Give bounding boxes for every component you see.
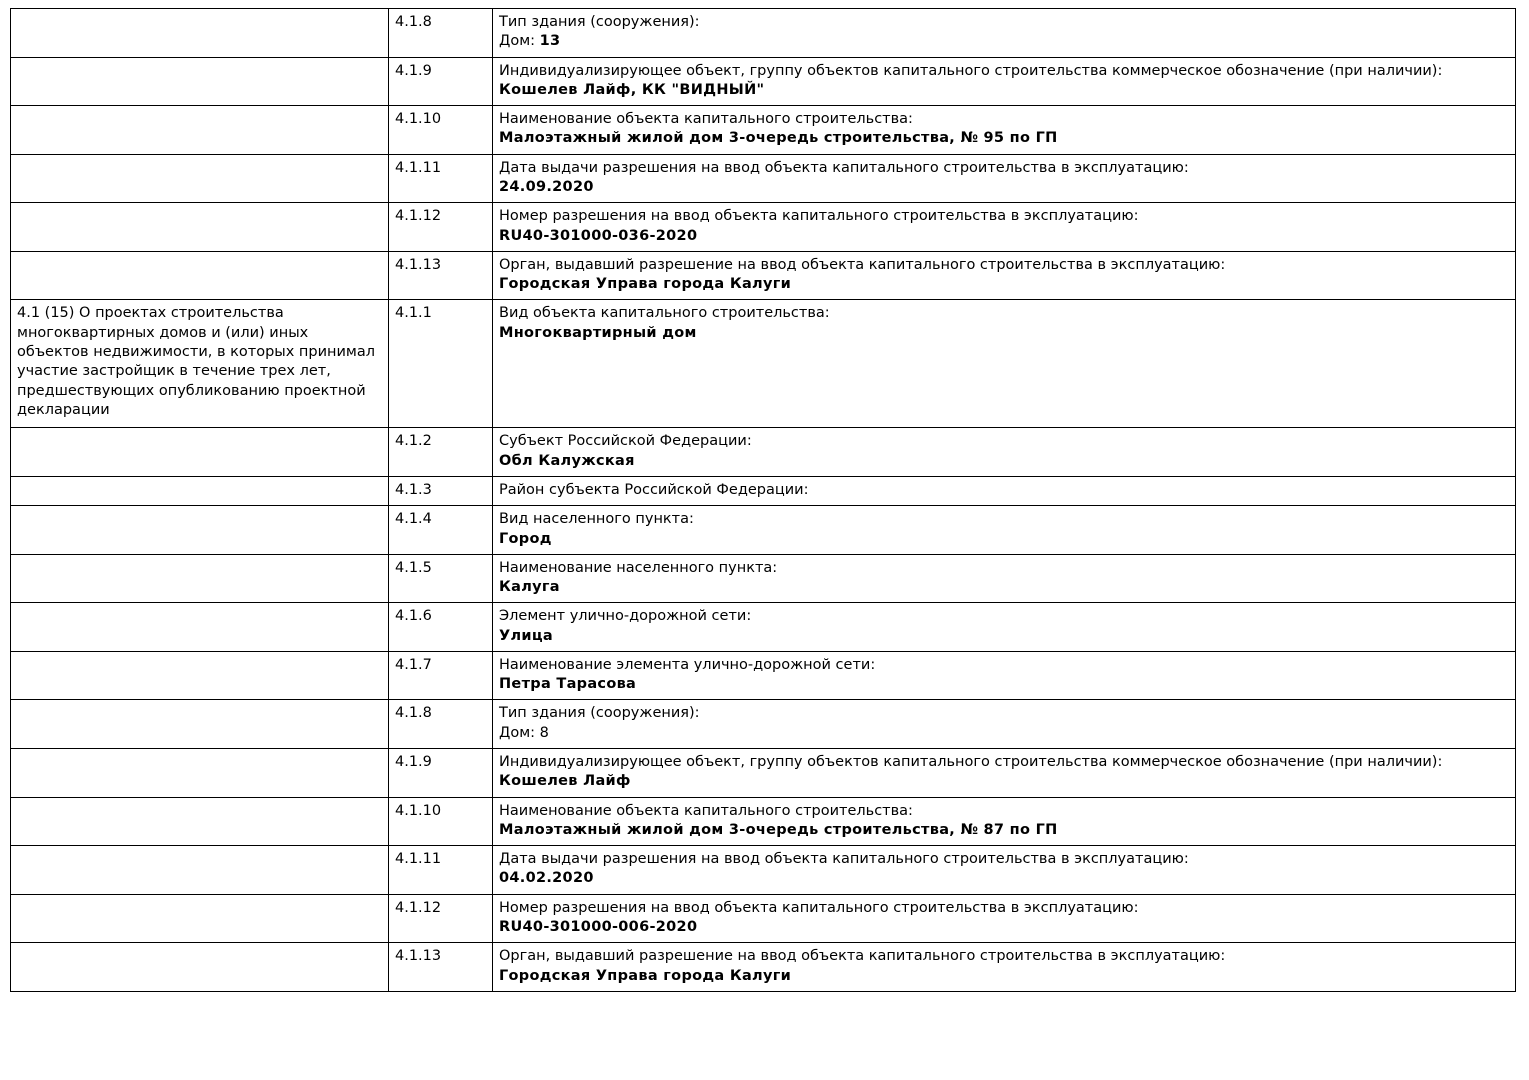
section-cell [11,9,389,58]
table-row [11,57,1516,106]
row-value [493,894,1516,943]
field-value: 24.09.2020 [499,178,594,195]
field-value: Обл Калужская [499,452,635,469]
table-row [11,700,1516,749]
table-row [11,749,1516,798]
table-row [11,203,1516,252]
field-label: Дата выдачи разрешения на ввод объекта капитального строительства в эксплуатацию: [499,159,1189,176]
row-value [493,203,1516,252]
row-value [493,428,1516,477]
row-value [493,603,1516,652]
field-label: Наименование объекта капитального строительства: [499,111,913,128]
field-value-prefix: Дом: [499,724,536,741]
row-number: 4.1.3 [389,476,493,505]
field-label: Орган, выдавший разрешение на ввод объекта капитального строительства в эксплуатацию: [499,948,1226,965]
field-value: RU40-301000-006-2020 [499,919,698,935]
field-label: Номер разрешения на ввод объекта капитального строительства в эксплуатацию: [499,208,1139,225]
section-cell [11,603,389,652]
section-cell [11,506,389,555]
field-label: Номер разрешения на ввод объекта капитального строительства в эксплуатацию: [499,899,1139,916]
table-row [11,9,1516,58]
field-label: Индивидуализирующее объект, группу объектов капитального строительства коммерческое обозначение (при наличии): [499,754,1443,771]
row-value [493,797,1516,846]
field-value: Кошелев Лайф, КК "ВИДНЫЙ" [499,81,765,98]
row-number: 4.1.5 [389,554,493,603]
row-number: 4.1.13 [389,943,493,992]
row-number: 4.1.10 [389,106,493,155]
table-row-section [11,300,1516,428]
table-row [11,428,1516,477]
field-value: Калуга [499,579,560,596]
table-row [11,943,1516,992]
row-number: 4.1.6 [389,603,493,652]
section-cell [11,57,389,106]
row-value [493,651,1516,700]
table-row [11,476,1516,505]
field-label: Элемент улично-дорожной сети: [499,608,752,625]
field-label: Субъект Российской Федерации: [499,433,752,450]
field-value: Городская Управа города Калуги [499,967,792,984]
declaration-table [10,8,1516,992]
table-row [11,106,1516,155]
row-number: 4.1.7 [389,651,493,700]
section-cell [11,106,389,155]
row-number: 4.1.12 [389,203,493,252]
section-cell [11,846,389,895]
field-value-line [499,724,1509,743]
row-number: 4.1.12 [389,894,493,943]
table-row [11,797,1516,846]
table-row [11,894,1516,943]
field-value: Малоэтажный жилой дом 3-очередь строительства, № 87 по ГП [499,821,1058,838]
row-value [493,846,1516,895]
row-value [493,943,1516,992]
field-label: Район субъекта Российской Федерации: [499,481,809,498]
row-value [493,57,1516,106]
field-value: Город [499,530,552,547]
section-title: 4.1 (15) О проектах строительства многоквартирных домов и (или) иных объектов недвижимости, в которых принимал участие застройщик в течение трех лет, предшествующих опубликованию проектной декларации [11,300,389,428]
row-number: 4.1.4 [389,506,493,555]
table-row [11,506,1516,555]
field-value: Городская Управа города Калуги [499,276,792,293]
row-value [493,554,1516,603]
section-cell [11,700,389,749]
row-value [493,506,1516,555]
row-number: 4.1.8 [389,9,493,58]
table-row [11,251,1516,300]
row-number: 4.1.11 [389,154,493,203]
field-label: Тип здания (сооружения): [499,14,700,30]
row-value [493,106,1516,155]
table-row [11,651,1516,700]
row-value [493,154,1516,203]
field-label: Тип здания (сооружения): [499,705,700,722]
field-value: Кошелев Лайф [499,773,631,790]
section-cell [11,651,389,700]
section-cell [11,251,389,300]
field-label: Вид объекта капитального строительства: [499,305,830,322]
section-cell [11,476,389,505]
table-row [11,554,1516,603]
field-value: RU40-301000-036-2020 [499,227,698,244]
field-value: 8 [539,724,549,741]
section-cell [11,203,389,252]
section-cell [11,554,389,603]
row-number: 4.1.9 [389,57,493,106]
row-number: 4.1.1 [389,300,493,428]
field-value: 04.02.2020 [499,870,594,887]
row-number: 4.1.2 [389,428,493,477]
row-value [493,251,1516,300]
field-value: Петра Тарасова [499,676,637,693]
section-cell [11,749,389,798]
row-value [493,476,1516,505]
field-label: Индивидуализирующее объект, группу объектов капитального строительства коммерческое обозначение (при наличии): [499,62,1443,79]
row-value [493,749,1516,798]
table-row [11,603,1516,652]
field-label: Наименование объекта капитального строительства: [499,802,913,819]
section-cell [11,797,389,846]
row-value [493,9,1516,58]
field-label: Орган, выдавший разрешение на ввод объекта капитального строительства в эксплуатацию: [499,256,1226,273]
row-value [493,700,1516,749]
field-value: Многоквартирный дом [499,324,697,341]
field-label: Дата выдачи разрешения на ввод объекта капитального строительства в эксплуатацию: [499,851,1189,868]
field-value-line [499,32,1509,51]
table-row [11,154,1516,203]
field-label: Наименование элемента улично-дорожной сети: [499,656,876,673]
section-cell [11,894,389,943]
row-value [493,300,1516,428]
row-number: 4.1.10 [389,797,493,846]
section-cell [11,154,389,203]
row-number: 4.1.9 [389,749,493,798]
field-value-prefix: Дом: [499,33,536,50]
field-label: Вид населенного пункта: [499,511,694,528]
table-row [11,846,1516,895]
field-label: Наименование населенного пункта: [499,559,778,576]
section-cell [11,943,389,992]
section-cell [11,428,389,477]
field-value: Улица [499,627,553,644]
row-number: 4.1.13 [389,251,493,300]
field-value: Малоэтажный жилой дом 3-очередь строительства, № 95 по ГП [499,130,1058,147]
row-number: 4.1.11 [389,846,493,895]
row-number: 4.1.8 [389,700,493,749]
field-value: 13 [539,33,561,50]
